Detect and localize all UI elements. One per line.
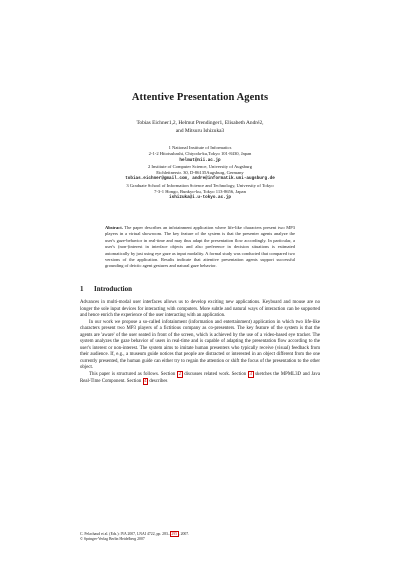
citation-text: , 2007. xyxy=(178,532,190,536)
paragraph-text: describes xyxy=(148,378,168,384)
section-heading xyxy=(80,285,340,293)
affiliation-line: 1 National Institute of Informatics xyxy=(168,145,232,150)
paragraph: In our work we propose a so-called infotainment (information and entertainment) application in which two life-like characters present two MP3 players of a fictitious company as co-presenters. The key feature of the system is that the agents are 'aware' of the user seated in front of the screen, which is achieved by the use of a video-based eye tracker. The system analyzes the gaze behavior of users in real-time and is capable of adapting the presentation flow according to the user's interest or non-interest. The system aims to imitate human presenters who typically receive (visual) feedback from their audience. If, e.g., a museum guide notices that people are distracted or interested in an object different from the one currently presented, the human guide can either try to regain the attention or shift the focus of the presentation to the other object. xyxy=(80,319,320,371)
author-line: and Mitsuru Ishizuka3 xyxy=(175,128,225,134)
abstract xyxy=(105,225,295,270)
affiliation-line: 2-1-2 Hitotsubashi, Chiyoda-ku,Tokyo 101-8430, Japan xyxy=(148,151,252,157)
author-line: Tobias Eichner1,2, Helmut Prendinger1, Elisabeth André2, xyxy=(136,120,264,126)
section-title: Introduction xyxy=(94,285,132,293)
copyright-line: © Springer-Verlag Berlin Heidelberg 2007 xyxy=(80,537,145,542)
paragraph xyxy=(80,372,320,385)
affiliations xyxy=(40,145,360,202)
abstract-text: The paper describes an infotainment application where life-like characters present two MP3 players in a virtual showroom. The key feature of the system is that the presenter agents analyze the user's gaze-behavior in real-time and may thus adapt the presentation flow accordingly. In particular, a user's (non-)interest in interface objects and also preference in decision situations is estimated automatically by just using eye gaze as input modality. A formal study was conducted that compared two versions of the application. Results indicate that attentive presentation agents support successful grounding of deictic agent gestures and natural gaze behavior. xyxy=(105,225,296,269)
copyright-footnote xyxy=(80,532,320,542)
section-ref-link[interactable]: 2 xyxy=(178,372,182,378)
section-number: 1 xyxy=(80,285,84,293)
email-address: ishizuka@i.u-tokyo.ac.jp xyxy=(169,195,231,201)
affiliation-line: 3 Graduate School of Information Science and Technology, University of Tokyo xyxy=(126,182,274,188)
section-ref-link[interactable]: 4 xyxy=(144,378,147,384)
paragraph-text: sketches the MPML3D and Java Real-Time Component. Section xyxy=(80,372,320,384)
abstract-label: Abstract. xyxy=(105,225,123,230)
email-address: tobias.eichner@gmail.com, andre@informatik.uni-augsburg.de xyxy=(125,176,275,182)
email-address: helmut@nii.ac.jp xyxy=(179,157,221,163)
section-ref-link[interactable]: 3 xyxy=(249,372,252,378)
paper-title: Attentive Presentation Agents xyxy=(131,92,269,103)
affiliation-line: 2 Institute of Computer Science, University of Augsburg xyxy=(147,163,253,169)
affiliation-line: Eichleitnerstr. 30, D-86135Augsburg, Germany xyxy=(156,170,244,176)
paragraph: Advances in multi-modal user interfaces allows us to develop exciting new applications. Keyboard and mouse are no longer the sole input devices for interacting with computers. More subtle and natural ways of interaction can be supported and hence enrich the experience of the user interacting with an application. xyxy=(80,300,320,319)
citation-text: C. Pelachaud et al. (Eds.): IVA 2007, LNAI 4722, pp. 283– xyxy=(80,532,170,536)
body-text xyxy=(80,300,320,385)
page-ref-link[interactable]: 295 xyxy=(171,532,178,536)
paragraph-text: This paper is structured as follows. Section xyxy=(89,372,177,378)
paragraph-text: discusses related work. Section xyxy=(182,372,248,378)
affiliation-line: 7-3-1 Hongo, Bunkyo-ku, Tokyo 113-8656, Japan xyxy=(154,189,246,195)
author-list xyxy=(40,119,360,135)
